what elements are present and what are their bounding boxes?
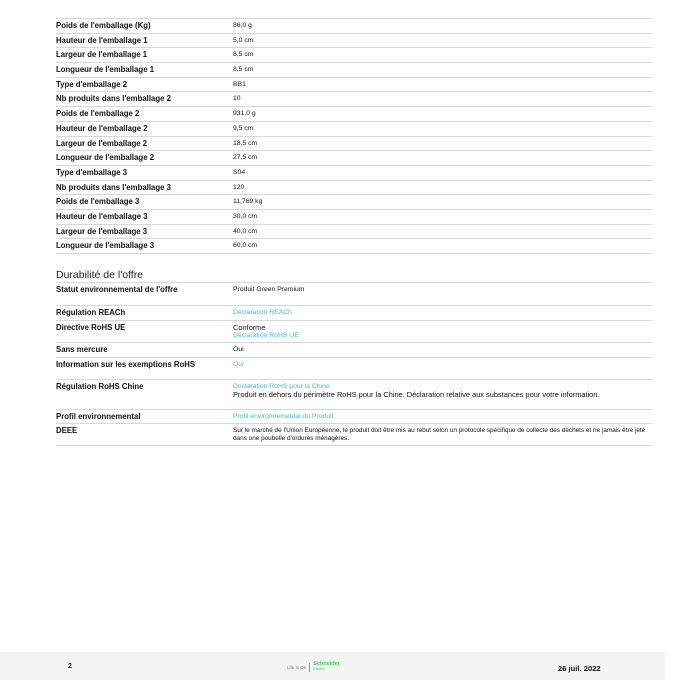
table-row <box>56 283 652 306</box>
row-label: Hauteur de l'emballage 3 <box>56 211 148 221</box>
row-value: 27,5 cm <box>233 154 258 162</box>
row-label: Longueur de l'emballage 2 <box>56 153 155 163</box>
table-row <box>56 410 652 424</box>
table-row <box>56 151 652 166</box>
table-row <box>56 343 652 358</box>
table-row <box>56 78 652 93</box>
table-row <box>56 239 652 254</box>
rohs-china-declaration-link[interactable]: Déclaration RoHS pour la Chine <box>233 383 330 390</box>
row-value: Conforme <box>233 323 266 332</box>
environmental-profile-link[interactable]: Profil environnemental du Produit <box>233 413 334 420</box>
row-value: S04 <box>233 168 246 176</box>
row-value: 8,5 cm <box>233 66 254 74</box>
row-value: 60,0 cm <box>233 242 258 250</box>
row-label: Poids de l'emballage (Kg) <box>56 21 151 30</box>
table-row <box>56 63 652 78</box>
row-value: 18,5 cm <box>233 139 258 147</box>
table-row <box>56 122 652 137</box>
row-value: Oui <box>233 346 244 353</box>
table-row <box>56 92 652 107</box>
table-row <box>56 380 652 410</box>
row-label: Hauteur de l'emballage 1 <box>56 35 148 45</box>
row-value: 86,0 g <box>233 22 252 29</box>
table-row <box>56 195 652 210</box>
table-row <box>56 321 652 343</box>
row-label: Poids de l'emballage 3 <box>56 197 140 207</box>
brand-subname: Electric <box>313 667 325 671</box>
reach-declaration-link[interactable]: Déclaration REACh <box>233 309 292 316</box>
row-value: 8,5 cm <box>233 51 254 59</box>
brand-name: Schneider <box>313 661 340 667</box>
page-footer <box>0 652 665 680</box>
row-label: Profil environnemental <box>56 412 141 421</box>
row-value: 120 <box>233 183 245 191</box>
row-label: Largeur de l'emballage 1 <box>56 50 148 60</box>
table-row <box>56 225 652 240</box>
section-title-durability: Durabilité de l'offre <box>56 269 652 283</box>
table-row <box>56 19 652 34</box>
table-row <box>56 137 652 152</box>
row-value: Produit Green Premium <box>233 286 305 293</box>
schneider-logo <box>287 662 340 672</box>
rohs-exemptions-link[interactable]: Oui <box>233 361 244 368</box>
table-row <box>56 210 652 225</box>
table-row <box>56 181 652 196</box>
durability-table <box>56 283 652 446</box>
row-label: Régulation REACh <box>56 308 126 317</box>
logo-divider <box>309 663 310 672</box>
row-value: 30,0 cm <box>233 212 258 220</box>
row-label: Largeur de l'emballage 2 <box>56 138 148 148</box>
page-number: 2 <box>68 663 72 670</box>
table-row <box>56 166 652 181</box>
row-label: Type d'emballage 3 <box>56 167 128 177</box>
row-value: Sur le marché de l'Union Européenne, le produit doit être mis au rebut selon un protocole spécifique de collecte des déchets et ne jamais être jeté dans une poubelle d'ordures ménagères. <box>233 427 646 442</box>
row-label: Largeur de l'emballage 3 <box>56 226 148 236</box>
row-label: Statut environnemental de l'offre <box>56 285 178 294</box>
row-label: Information sur les exemptions RoHS <box>56 360 196 369</box>
table-row <box>56 424 652 446</box>
row-label: Longueur de l'emballage 3 <box>56 241 155 251</box>
document-date: 26 juil. 2022 <box>558 664 601 673</box>
row-label: Type d'emballage 2 <box>56 79 128 89</box>
row-label: Poids de l'emballage 2 <box>56 109 140 119</box>
row-label: Sans mercure <box>56 345 108 354</box>
row-value: 9,5 cm <box>233 124 254 132</box>
row-label: Nb produits dans l'emballage 2 <box>56 94 171 104</box>
row-value: 40,0 cm <box>233 227 258 235</box>
tagline: Life Is On <box>287 664 307 670</box>
row-value: Produit en dehors du périmètre RoHS pour la Chine. Déclaration relative aux substances pour votre information. <box>233 390 600 399</box>
row-label: DEEE <box>56 426 78 435</box>
row-label: Directive RoHS UE <box>56 323 126 332</box>
table-row <box>56 306 652 321</box>
row-value: 11,769 kg <box>233 198 263 206</box>
row-label: Hauteur de l'emballage 2 <box>56 123 148 133</box>
row-label: Longueur de l'emballage 1 <box>56 65 155 75</box>
rohs-ue-declaration-link[interactable]: Déclaration RoHS UE <box>233 332 299 339</box>
row-value: BB1 <box>233 80 246 88</box>
row-value: 5,0 cm <box>233 36 254 44</box>
row-label: Nb produits dans l'emballage 3 <box>56 182 171 192</box>
table-row <box>56 107 652 122</box>
row-label: Régulation RoHS Chine <box>56 382 144 391</box>
table-row <box>56 358 652 380</box>
packaging-table <box>56 18 652 254</box>
product-datasheet-page <box>56 18 652 446</box>
row-value: 10 <box>233 95 241 103</box>
row-value: 931,0 g <box>233 110 256 118</box>
table-row <box>56 48 652 63</box>
table-row <box>56 34 652 49</box>
